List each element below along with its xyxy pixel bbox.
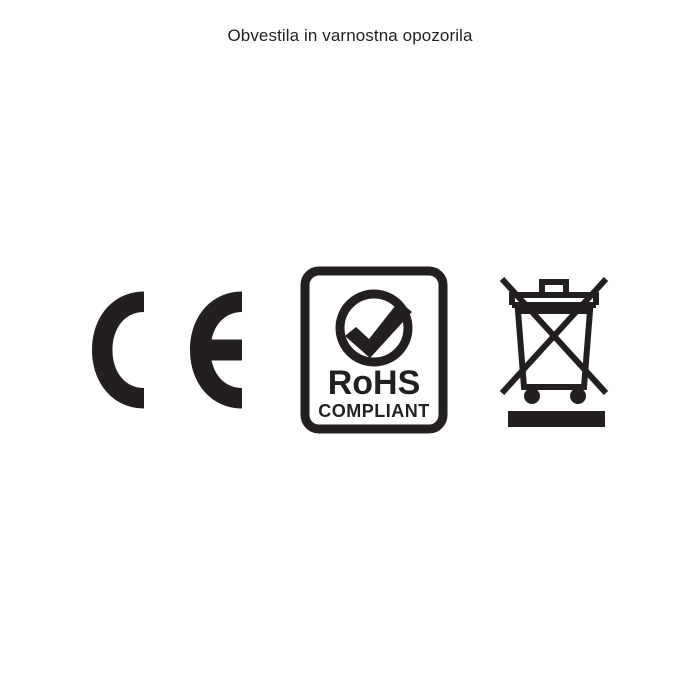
ce-mark-symbol [82, 275, 267, 425]
weee-crossed-out-wheelie-bin-icon [494, 265, 619, 435]
page-title: Obvestila in varnostna opozorila [227, 26, 473, 45]
rohs-text: RoHS [327, 364, 420, 402]
compliance-symbols-row [0, 255, 700, 445]
rohs-mark-symbol [267, 265, 449, 435]
rohs-compliant-text: COMPLIANT [317, 401, 430, 421]
rohs-compliant-icon [299, 265, 449, 435]
ce-marking-icon [82, 275, 267, 425]
weee-mark-symbol [449, 265, 619, 435]
